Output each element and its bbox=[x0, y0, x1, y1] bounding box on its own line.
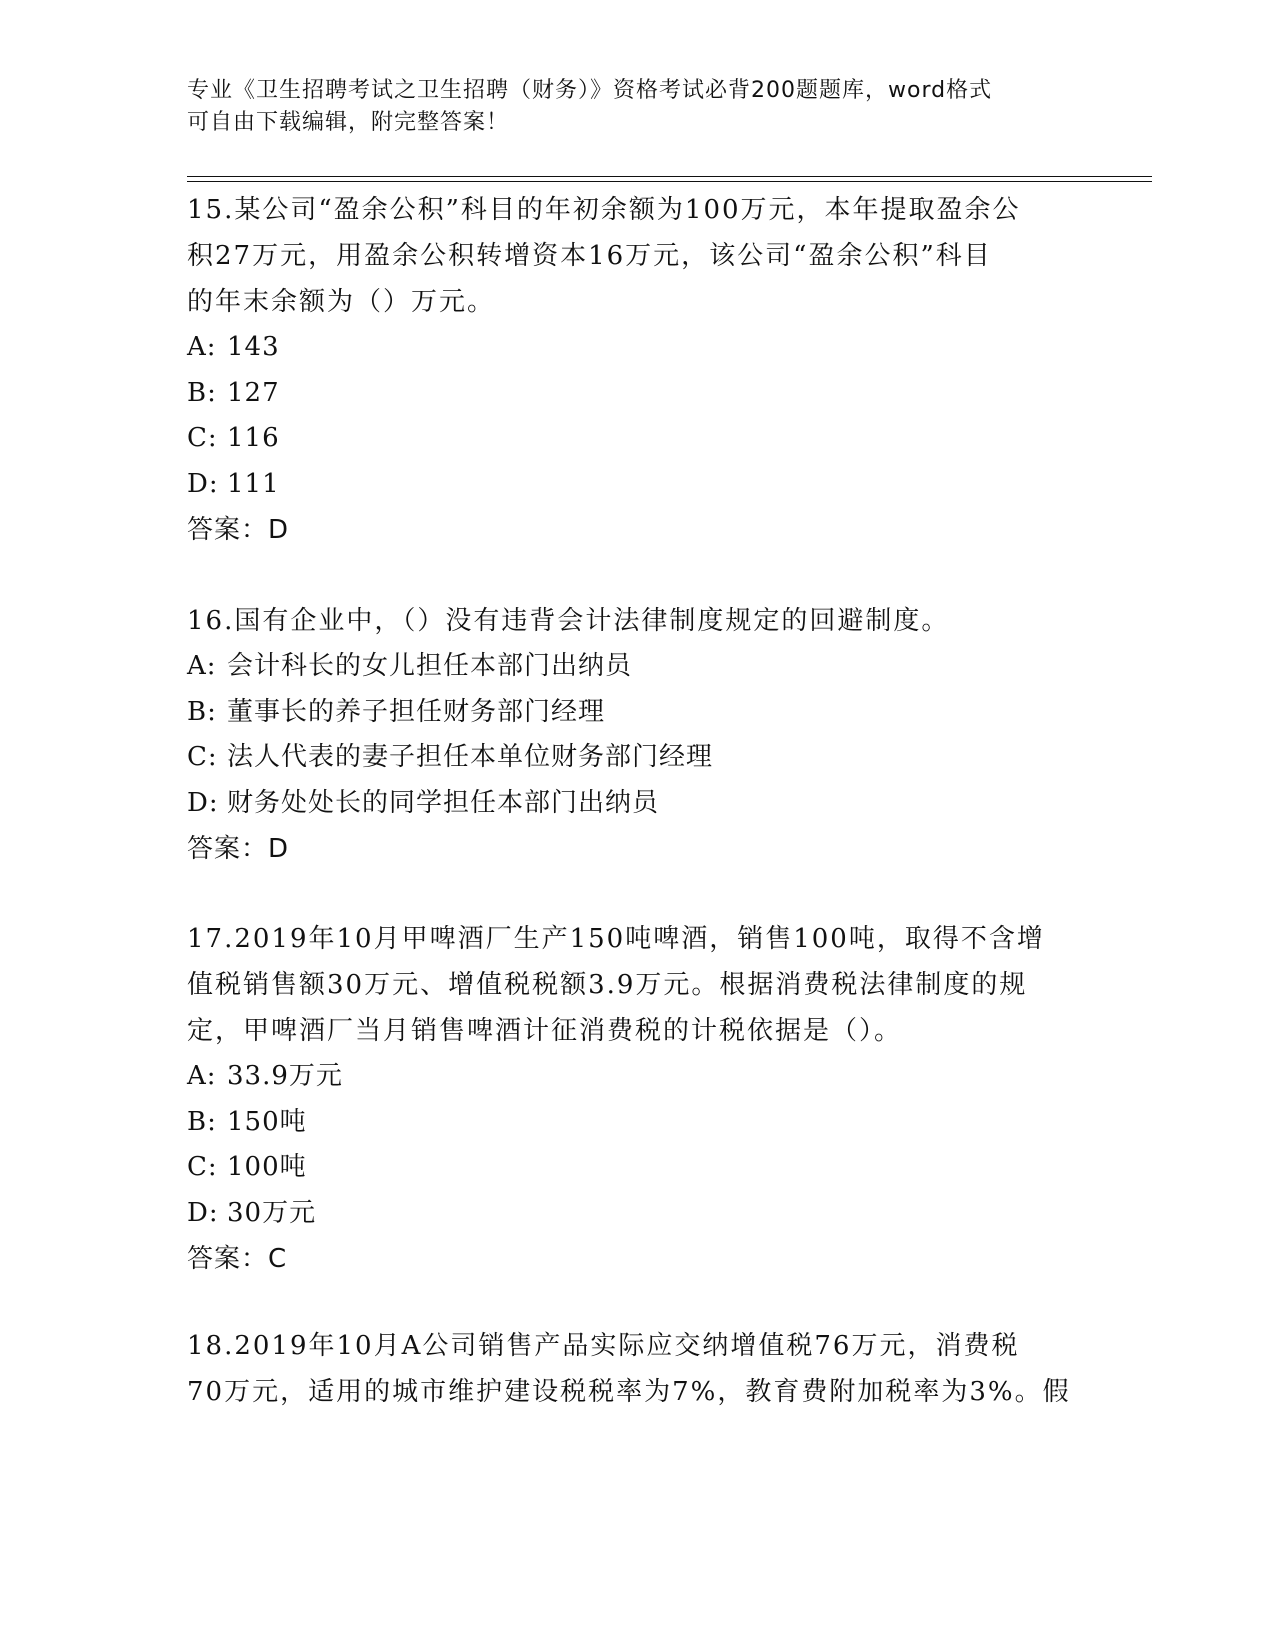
answer-line: 答案：C bbox=[187, 1244, 288, 1274]
question-stem-line: 15.某公司“盈余公积”科目的年初余额为100万元，本年提取盈余公 bbox=[187, 195, 1021, 225]
option-key: C: bbox=[187, 742, 218, 772]
question-stem-line: 18.2019年10月A公司销售产品实际应交纳增值税76万元，消费税 bbox=[187, 1331, 1020, 1361]
option-key: A: bbox=[187, 332, 217, 362]
option-text: 30万元 bbox=[227, 1197, 317, 1228]
option-key: B: bbox=[187, 696, 217, 727]
question-stem-line: 积27万元，用盈余公积转增资本16万元，该公司“盈余公积”科目 bbox=[187, 241, 992, 271]
question-stem-line: 16.国有企业中，（）没有违背会计法律制度规定的回避制度。 bbox=[187, 606, 950, 636]
answer-line: 答案：D bbox=[187, 834, 290, 864]
option-b bbox=[187, 371, 1087, 417]
question-stem-line: 定，甲啤酒厂当月销售啤酒计征消费税的计税依据是（）。 bbox=[187, 1016, 903, 1046]
option-key: D: bbox=[187, 1197, 219, 1228]
option-key: C: bbox=[187, 1152, 218, 1182]
header-divider-top bbox=[187, 176, 1152, 177]
option-key: C: bbox=[187, 423, 218, 453]
option-text: 127 bbox=[227, 377, 280, 408]
option-key: A: bbox=[187, 651, 217, 681]
option-text: 法人代表的妻子担任本单位财务部门经理 bbox=[227, 742, 714, 772]
question-18 bbox=[187, 1323, 1087, 1415]
option-text: 116 bbox=[227, 423, 280, 453]
answer-line: 答案：D bbox=[187, 515, 290, 545]
option-a bbox=[187, 644, 1087, 690]
option-b bbox=[187, 690, 1087, 736]
option-text: 111 bbox=[227, 468, 280, 499]
option-text: 100吨 bbox=[227, 1152, 307, 1182]
option-text: 会计科长的女儿担任本部门出纳员 bbox=[227, 651, 633, 681]
option-key: D: bbox=[187, 787, 219, 818]
question-15 bbox=[187, 187, 1087, 553]
option-c bbox=[187, 416, 1087, 462]
question-stem-line: 值税销售额30万元、增值税税额3.9万元。根据消费税法律制度的规 bbox=[187, 970, 1028, 1000]
header-line-1: 专业《卫生招聘考试之卫生招聘（财务）》资格考试必背200题题库，word格式 bbox=[187, 78, 993, 103]
option-d bbox=[187, 1191, 1087, 1237]
document-header bbox=[187, 75, 1087, 139]
question-17 bbox=[187, 916, 1087, 1282]
option-key: A: bbox=[187, 1061, 217, 1091]
option-a bbox=[187, 1054, 1087, 1100]
header-line-2: 可自由下载编辑，附完整答案！ bbox=[187, 110, 510, 135]
header-divider-bottom bbox=[187, 181, 1152, 182]
option-d bbox=[187, 781, 1087, 827]
option-c bbox=[187, 735, 1087, 781]
option-key: D: bbox=[187, 468, 219, 499]
option-text: 财务处处长的同学担任本部门出纳员 bbox=[227, 787, 660, 818]
option-b bbox=[187, 1100, 1087, 1146]
option-key: B: bbox=[187, 1106, 217, 1137]
option-c bbox=[187, 1145, 1087, 1191]
option-text: 150吨 bbox=[227, 1106, 307, 1137]
option-text: 董事长的养子担任财务部门经理 bbox=[227, 696, 606, 727]
option-a bbox=[187, 325, 1087, 371]
question-stem-line: 17.2019年10月甲啤酒厂生产150吨啤酒，销售100吨，取得不含增 bbox=[187, 924, 1045, 954]
option-d bbox=[187, 462, 1087, 508]
question-stem-line: 的年末余额为（）万元。 bbox=[187, 287, 496, 317]
question-stem-line: 70万元，适用的城市维护建设税税率为7%，教育费附加税率为3%。假 bbox=[187, 1377, 1071, 1407]
option-text: 143 bbox=[227, 332, 280, 362]
option-text: 33.9万元 bbox=[227, 1061, 343, 1091]
option-key: B: bbox=[187, 377, 217, 408]
question-16 bbox=[187, 598, 1087, 872]
